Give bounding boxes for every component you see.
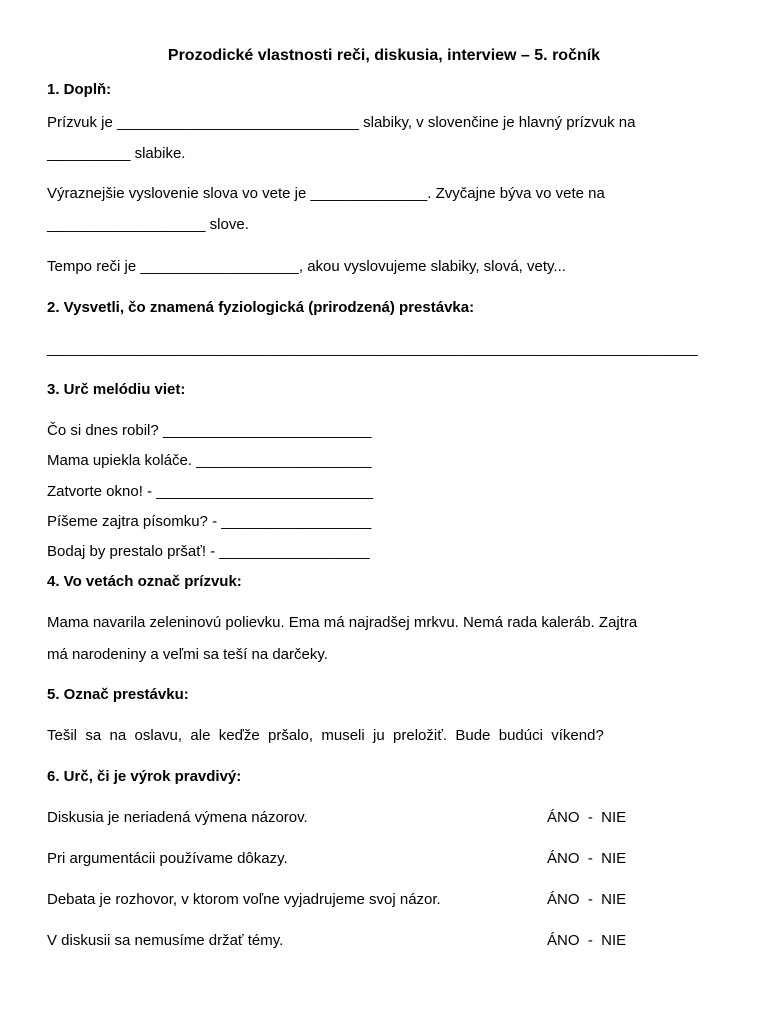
task2-heading: 2. Vysvetli, čo znamená fyziologická (prirodzená) prestávka:: [47, 299, 475, 316]
task3-line-3: Zatvorte okno! - __________________________: [47, 483, 374, 500]
task1-line-2: __________ slabike.: [47, 145, 186, 162]
page-title: Prozodické vlastnosti reči, diskusia, interview – 5. ročník: [167, 47, 601, 64]
task2-answer-line: ______________________________________________________________________________: [47, 340, 698, 357]
task3-line-1: Čo si dnes robil? _________________________: [47, 422, 372, 439]
statement-2: Pri argumentácii používame dôkazy.: [47, 850, 288, 867]
task1-line-5: Tempo reči je ___________________, akou vyslovujeme slabiky, slová, vety...: [47, 258, 566, 275]
task3-heading: 3. Urč melódiu viet:: [47, 381, 186, 398]
statement-4: V diskusii sa nemusíme držať témy.: [47, 932, 284, 949]
task4-heading: 4. Vo vetách označ prízvuk:: [47, 573, 242, 590]
answer-options-4: ÁNO - NIE: [547, 932, 627, 949]
task1-heading: 1. Doplň:: [47, 81, 112, 98]
answer-options-2: ÁNO - NIE: [547, 850, 627, 867]
task1-line-1: Prízvuk je _____________________________ slabiky, v slovenčine je hlavný prízvuk na: [47, 114, 636, 131]
task5-heading: 5. Označ prestávku:: [47, 686, 189, 703]
answer-options-1: ÁNO - NIE: [547, 809, 627, 826]
statement-1: Diskusia je neriadená výmena názorov.: [47, 809, 308, 826]
task4-line-1: Mama navarila zeleninovú polievku. Ema má najradšej mrkvu. Nemá rada kaleráb. Zajtra: [47, 614, 638, 631]
task3-line-5: Bodaj by prestalo pršať! - __________________: [47, 543, 370, 560]
task1-line-4: ___________________ slove.: [47, 216, 249, 233]
task1-line-3: Výraznejšie vyslovenie slova vo vete je ______________. Zvyčajne býva vo vete na: [47, 185, 605, 202]
task3-line-4: Píšeme zajtra písomku? - __________________: [47, 513, 372, 530]
task6-heading: 6. Urč, či je výrok pravdivý:: [47, 768, 242, 785]
task4-line-2: má narodeniny a veľmi sa teší na darčeky.: [47, 646, 328, 663]
task5-line-1: Tešil sa na oslavu, ale keďže pršalo, museli ju preložiť. Bude budúci víkend?: [47, 727, 604, 744]
answer-options-3: ÁNO - NIE: [547, 891, 627, 908]
statement-3: Debata je rozhovor, v ktorom voľne vyjadrujeme svoj názor.: [47, 891, 441, 908]
task3-line-2: Mama upiekla koláče. _____________________: [47, 452, 372, 469]
